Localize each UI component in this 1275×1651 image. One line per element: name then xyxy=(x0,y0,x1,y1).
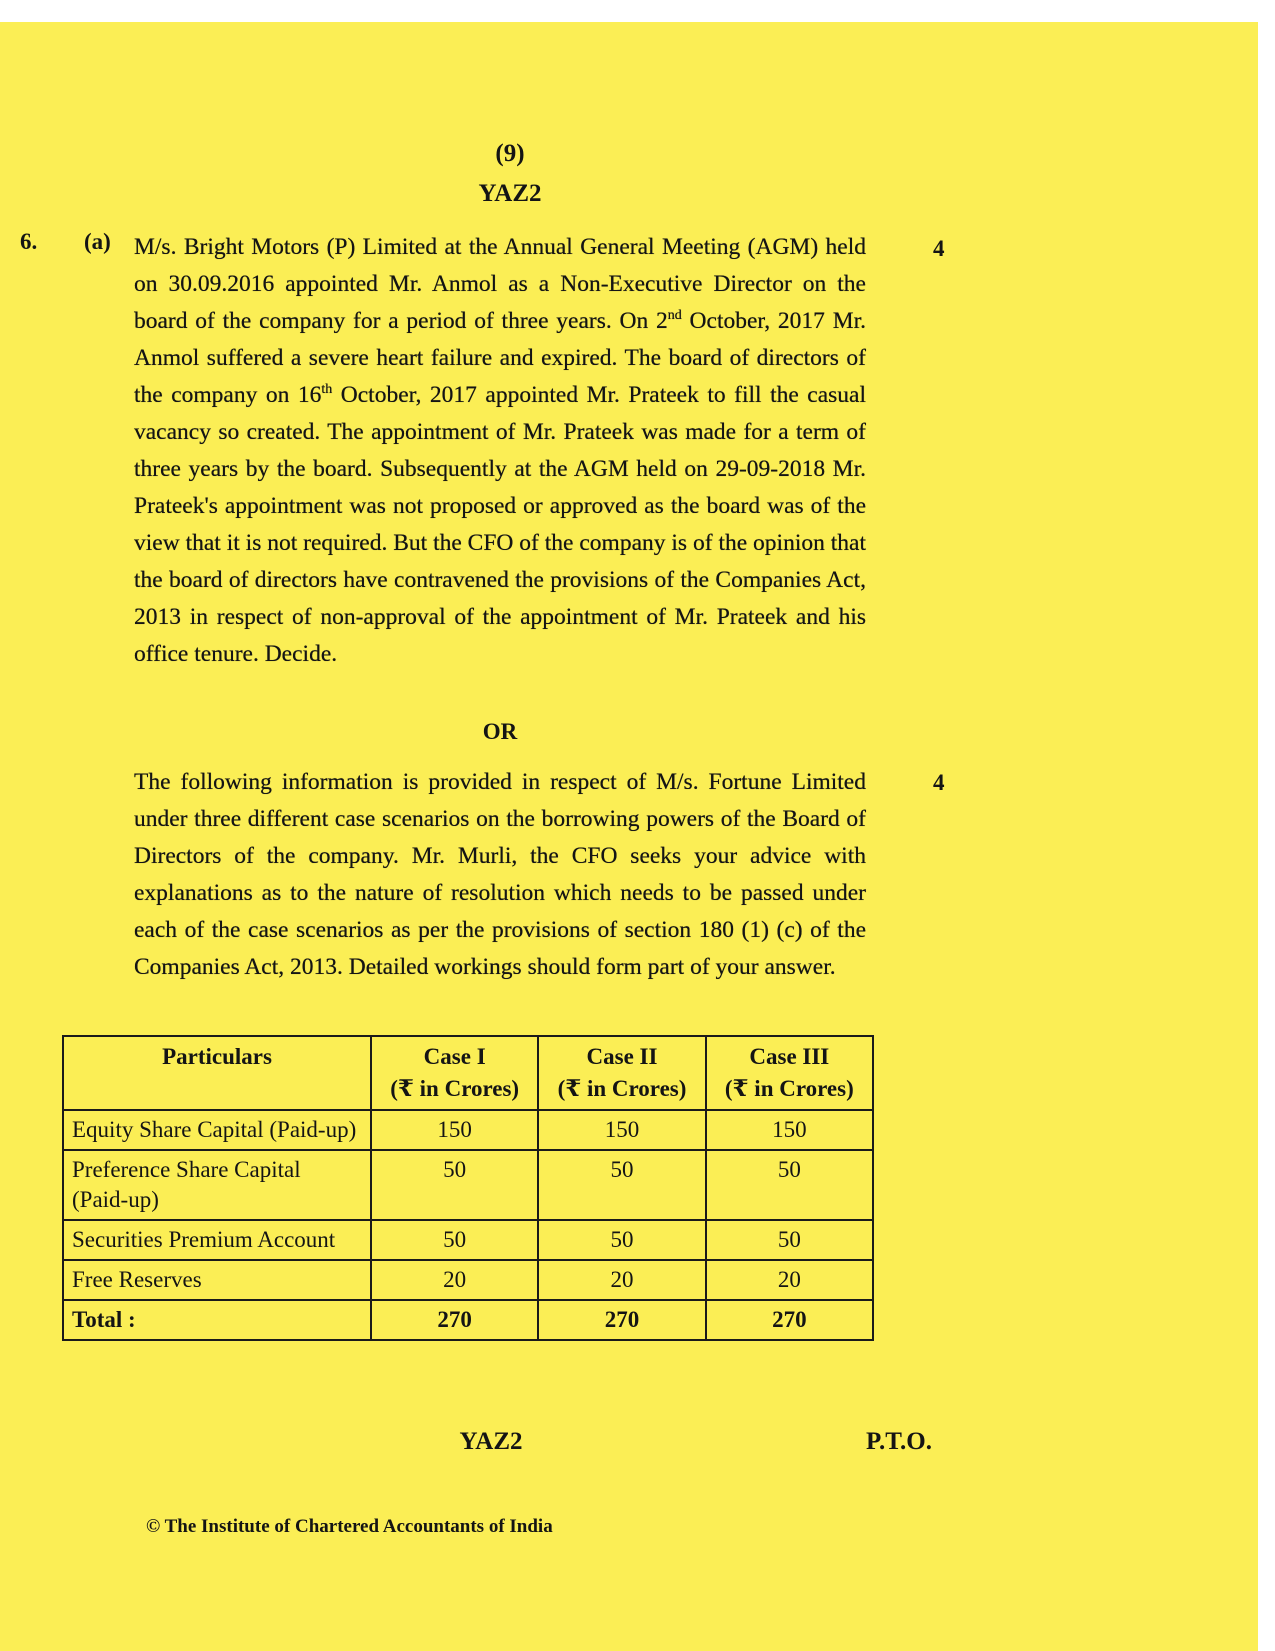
column-header xyxy=(63,1036,371,1110)
question-part-a-text xyxy=(134,229,866,673)
table-cell: 270 xyxy=(706,1300,873,1340)
column-header xyxy=(706,1036,873,1110)
pto-label: P.T.O. xyxy=(866,1428,932,1455)
question-number: 6. xyxy=(20,229,38,254)
table-cell: 50 xyxy=(706,1150,873,1220)
column-header-title: Case II xyxy=(586,1044,658,1069)
table-cell: 270 xyxy=(538,1300,705,1340)
table-cell: 150 xyxy=(538,1110,705,1150)
table-cell: 50 xyxy=(371,1150,538,1220)
row-label: Securities Premium Account xyxy=(63,1220,371,1260)
row-label: Preference Share Capital (Paid-up) xyxy=(63,1150,371,1220)
column-header xyxy=(371,1036,538,1110)
question-part-b-text: The following information is provided in respect of M/s. Fortune Limited under three different case scenarios on the borrowing powers of the Board of Directors of the company. Mr. Murli, the CFO seeks your advice with explanations as to the nature of resolution which needs to be passed under each of the case scenarios as per the provisions of section 180 (1) (c) of the Companies Act, 2013. Detailed workings should form part of your answer. xyxy=(134,769,866,980)
column-header-title: Case I xyxy=(423,1044,486,1069)
table-cell: 270 xyxy=(371,1300,538,1340)
exam-page xyxy=(0,22,1258,1651)
table-cell: 150 xyxy=(371,1110,538,1150)
column-header-title: Case III xyxy=(749,1044,830,1069)
table-header-row xyxy=(63,1036,873,1110)
table-cell: 50 xyxy=(706,1220,873,1260)
marks-part-b: 4 xyxy=(933,770,945,795)
table-cell: 50 xyxy=(371,1220,538,1260)
table-cell: 50 xyxy=(538,1150,705,1220)
table-row xyxy=(63,1150,873,1220)
table-row xyxy=(63,1220,873,1260)
table-cell: 20 xyxy=(706,1260,873,1300)
ordinal-suffix: th xyxy=(321,382,333,398)
table-total-row xyxy=(63,1300,873,1340)
column-header xyxy=(538,1036,705,1110)
column-header-unit: (₹ in Crores) xyxy=(724,1076,854,1101)
table-cell: 20 xyxy=(538,1260,705,1300)
table-cell: 20 xyxy=(371,1260,538,1300)
paper-code-header: YAZ2 xyxy=(478,180,542,207)
borrowing-powers-table xyxy=(62,1035,874,1341)
column-header-title: Particulars xyxy=(162,1044,272,1069)
paper-code-footer: YAZ2 xyxy=(459,1428,523,1455)
or-separator: OR xyxy=(482,719,518,744)
table-row xyxy=(63,1260,873,1300)
question-part-label: (a) xyxy=(84,229,111,254)
column-header-unit: (₹ in Crores) xyxy=(390,1076,520,1101)
part-a-text-segment: October, 2017 appointed Mr. Prateek to fill the casual vacancy so created. The appointment of Mr. Prateek was made for a term of three years by the board. Subsequently at the AGM held on 29-09-2018 Mr. Prateek's appointment was not proposed or approved as the board was of the view that it is not required. But the CFO of the company is of the opinion that the board of directors have contravened the provisions of the Companies Act, 2013 in respect of non-approval of the appointment of Mr. Prateek and his office tenure. Decide. xyxy=(134,382,866,667)
column-header-unit: (₹ in Crores) xyxy=(557,1076,687,1101)
table-cell: 50 xyxy=(538,1220,705,1260)
ordinal-suffix: nd xyxy=(667,308,682,324)
part-a-text-segment: October, 2017 Mr. Anmol suffered a severe heart failure and expired. The board of directors of the company on 16 xyxy=(134,308,866,408)
row-label: Total : xyxy=(63,1300,371,1340)
part-a-text-segment: M/s. Bright Motors (P) Limited at the Annual General Meeting (AGM) held on 30.09.2016 appointed Mr. Anmol as a Non-Executive Director on the board of the company for a period of three years. On 2 xyxy=(134,234,866,334)
table-cell: 150 xyxy=(706,1110,873,1150)
table-row xyxy=(63,1110,873,1150)
page-number: (9) xyxy=(495,140,525,167)
row-label: Equity Share Capital (Paid-up) xyxy=(63,1110,371,1150)
marks-part-a: 4 xyxy=(933,236,945,261)
copyright-notice: © The Institute of Chartered Accountants of India xyxy=(146,1516,553,1537)
row-label: Free Reserves xyxy=(63,1260,371,1300)
